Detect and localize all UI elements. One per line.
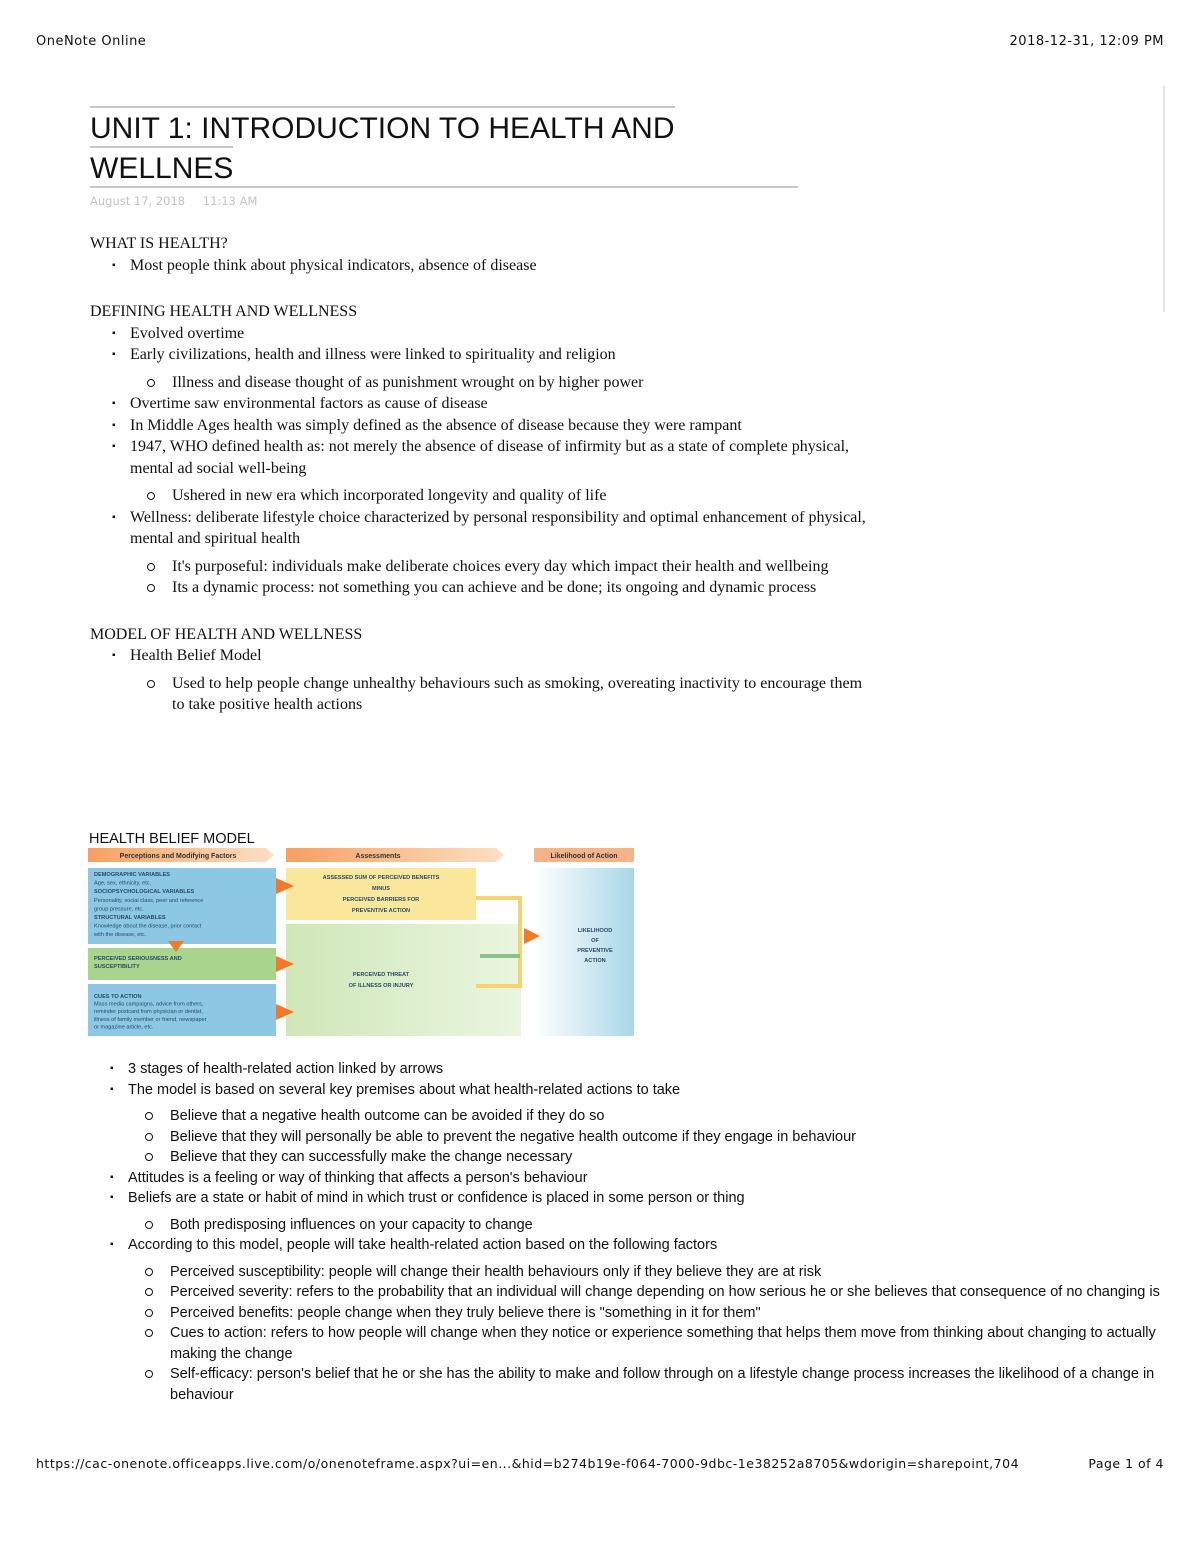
list-item: ▪ Wellness: deliberate lifestyle choice characterized by personal responsibility and optimal enhancement of physical, mental and spiritual health <box>90 507 870 550</box>
box2-lines-text: PERCEIVED SERIOUSNESS AND <box>94 956 182 962</box>
sub-list-item: Cues to action: refers to how people will change when they notice or experience something that helps them move from thinking about changing to actually making the change <box>90 1323 1160 1364</box>
sub-list-item: Its a dynamic process: not something you can achieve and be done; its ongoing and dynamic process <box>90 577 870 599</box>
sub-list-item: Used to help people change unhealthy behaviours such as smoking, overeating inactivity to encourage them to take positive health actions <box>90 673 870 716</box>
sub-list-item: It's purposeful: individuals make deliberate choices every day which impact their health and wellbeing <box>90 556 870 578</box>
list-item: ▪ The model is based on several key premises about what health-related actions to take <box>90 1080 1160 1101</box>
notes-body[interactable] <box>90 233 870 716</box>
app-name: OneNote Online <box>36 34 147 49</box>
bullet-list <box>90 1059 1160 1405</box>
sub-list-item: Believe that a negative health outcome can be avoided if they do so <box>90 1106 1160 1127</box>
list-item: ▪ According to this model, people will take health-related action based on the following factors <box>90 1235 1160 1256</box>
page-number: Page 1 of 4 <box>1088 1456 1164 1471</box>
assess-top-lines-text: PERCEIVED BARRIERS FOR <box>342 897 420 903</box>
box2-lines-text: SUSCEPTIBILITY <box>94 964 140 970</box>
assess-top-lines-text: MINUS <box>371 886 391 892</box>
sub-list-item: Both predisposing influences on your capacity to change <box>90 1215 1160 1236</box>
figure-caption: HEALTH BELIEF MODEL <box>89 831 255 847</box>
sub-list-item: Believe that they can successfully make the change necessary <box>90 1147 1160 1168</box>
list-item: ▪ Most people think about physical indicators, absence of disease <box>90 255 870 277</box>
page-title-line-1: UNIT 1: INTRODUCTION TO HEALTH AND <box>90 106 675 146</box>
list-item: ▪ 1947, WHO defined health as: not merely the absence of disease of infirmity but as a state of complete physical, mental ad social well-being <box>90 436 870 479</box>
box1-lines-text: Personality, social class, peer and reference <box>94 897 204 904</box>
sub-list-item: Ushered in new era which incorporated longevity and quality of life <box>90 485 870 507</box>
box1-lines-text: group pressure, etc. <box>94 906 144 913</box>
list-item: ▪ 3 stages of health-related action linked by arrows <box>90 1059 1160 1080</box>
box1-lines-text: SOCIOPSYCHOLOGICAL VARIABLES <box>94 889 195 896</box>
sub-list-item: Self-efficacy: person's belief that he or she has the ability to make and follow through on a lifestyle change process increases the likelihood of a change in behaviour <box>90 1364 1160 1405</box>
col2-header: Assessments <box>355 853 401 860</box>
bullet-list <box>90 255 870 277</box>
action-lines-text: OF <box>591 938 599 944</box>
bullet-list <box>90 645 870 716</box>
list-item: ▪ Health Belief Model <box>90 645 870 667</box>
sub-list-item: Illness and disease thought of as punishment wrought on by higher power <box>90 372 870 394</box>
section-heading-defining: DEFINING HEALTH AND WELLNESS <box>90 303 358 320</box>
sub-list-item: Perceived susceptibility: people will change their health behaviours only if they believe they are at risk <box>90 1262 1160 1283</box>
print-header <box>36 34 1164 49</box>
sub-list-item: Perceived severity: refers to the probability that an individual will change depending on how serious he or she believes that consequence of no changing is <box>90 1282 1160 1303</box>
health-belief-model-diagram[interactable] <box>88 846 636 1038</box>
page-title[interactable] <box>90 106 798 188</box>
sub-list-item: Perceived benefits: people change when they truly believe there is "something in it for them" <box>90 1303 1160 1324</box>
print-footer <box>36 1456 1164 1471</box>
assess-bottom-lines-text: PERCEIVED THREAT <box>352 972 410 978</box>
assess-bottom-lines-text: OF ILLNESS OR INJURY <box>348 983 414 989</box>
section-heading-what-is-health: WHAT IS HEALTH? <box>90 235 228 252</box>
list-item: ▪ Evolved overtime <box>90 323 870 345</box>
assess-top-lines-text: ASSESSED SUM OF PERCEIVED BENEFITS <box>322 875 440 881</box>
box1-lines-text: Knowledge about the disease, prior contact <box>94 923 202 930</box>
box3-lines-text: reminder postcard from physician or dentist, <box>94 1009 203 1016</box>
list-item: ▪ Beliefs are a state or habit of mind in which trust or confidence is placed in some person or thing <box>90 1188 1160 1209</box>
page-title-line-2: WELLNES <box>90 146 233 186</box>
list-item: ▪ Attitudes is a feeling or way of thinking that affects a person's behaviour <box>90 1168 1160 1189</box>
box3-lines-text: CUES TO ACTION <box>94 994 142 1000</box>
action-lines-text: ACTION <box>584 958 606 964</box>
list-item: ▪ Early civilizations, health and illness were linked to spirituality and religion <box>90 344 870 366</box>
box1-lines-text: STRUCTURAL VARIABLES <box>94 915 166 921</box>
section-heading-model: MODEL OF HEALTH AND WELLNESS <box>90 625 363 643</box>
box-threat <box>286 924 521 1036</box>
action-lines-text: LIKELIHOOD <box>577 928 613 934</box>
footer-url: https://cac-onenote.officeapps.live.com/o/onenoteframe.aspx?ui=en...&hid=b274b19e-f064-7000-9dbc-1e38252a8705&wdorigin=sharepoint,704 <box>36 1456 1020 1471</box>
col3-header: Likelihood of Action <box>550 853 618 860</box>
title-rule <box>90 146 798 188</box>
list-item: ▪ Overtime saw environmental factors as cause of disease <box>90 393 870 415</box>
box1-lines-text: with the disease, etc. <box>94 932 147 939</box>
col1-header: Perceptions and Modifying Factors <box>119 853 237 860</box>
box3-lines-text: or magazine article, etc. <box>94 1024 154 1031</box>
page-date-value: August 17, 2018 <box>90 194 186 208</box>
box1-lines-text: Age, sex, ethnicity, etc. <box>94 880 152 887</box>
hbm-notes[interactable] <box>90 1059 1160 1405</box>
bullet-list <box>90 323 870 599</box>
scrollbar[interactable] <box>1163 86 1165 312</box>
page-date <box>90 194 257 208</box>
action-lines-text: PREVENTIVE <box>577 948 613 954</box>
assess-top-lines-text: PREVENTIVE ACTION <box>351 908 411 914</box>
box3-lines-text: illness of family member or friend, newspaper <box>94 1016 207 1023</box>
box3-lines-text: Mass media campaigns, advice from others, <box>94 1001 204 1008</box>
box1-lines-text: DEMOGRAPHIC VARIABLES <box>94 872 171 878</box>
printed-datetime: 2018-12-31, 12:09 PM <box>1009 34 1164 49</box>
page-time-value: 11:13 AM <box>202 194 258 208</box>
sub-list-item: Believe that they will personally be able to prevent the negative health outcome if they engage in behaviour <box>90 1127 1160 1148</box>
list-item: ▪ In Middle Ages health was simply defined as the absence of disease because they were rampant <box>90 415 870 437</box>
